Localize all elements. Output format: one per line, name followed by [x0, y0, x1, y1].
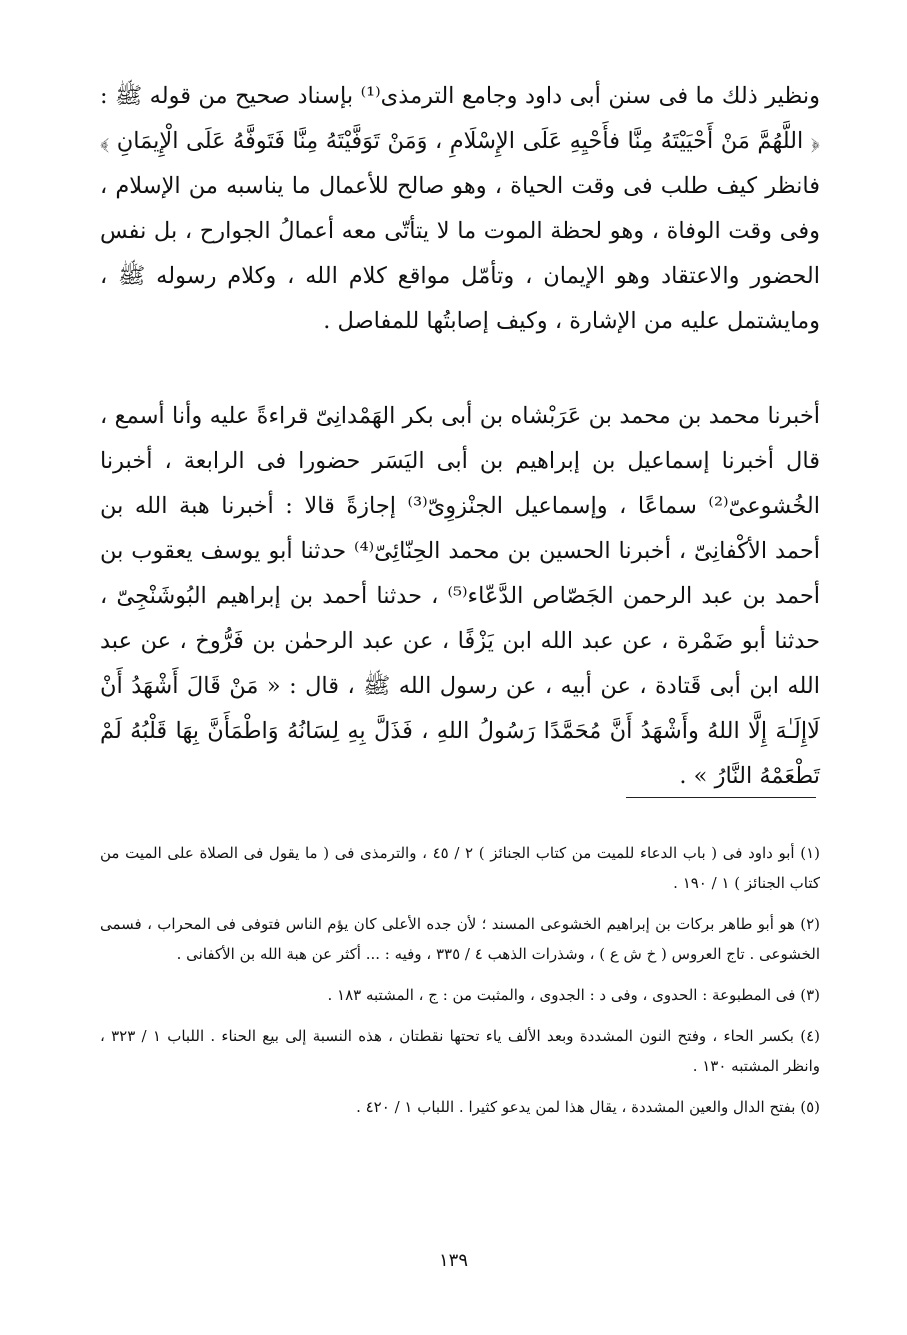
footnote-5: (٥) بفتح الدال والعين المشددة ، يقال هذا لمن يدعو كثيرا . اللباب ١ / ٤٢٠ . [356, 1098, 820, 1116]
main-paragraph-2: أخبرنا محمد بن محمد بن عَرَبْشاه بن أبى بكر الهَمْدانِىّ قراءةً عليه وأنا أسمع ، قال أخبرنا إسماعيل بن إبراهيم بن أبى اليَسَر حضورا فى الرابعة ، أخبرنا الخُشوعىّ⁽²⁾ سماعًا ، وإسماعيل الجنْزوِىّ⁽³⁾ إجازةً قالا : أخبرنا هبة الله بن أحمد الأكْفانِىّ ، أخبرنا الحسين بن محمد الحِنّائِىّ⁽⁴⁾ حدثنا أبو يوسف يعقوب بن أحمد بن عبد الرحمن الجَصّاص الدَّعّاء⁽⁵⁾ ، حدثنا أحمد بن إبراهيم البُوشَنْجِىّ ، حدثنا أبو ضَمْرة ، عن عبد الله ابن يَزْفًا ، عن عبد الرحمٰن بن فَرُّوخ ، عن عبد الله ابن أبى قَتادة ، عن أبيه ، عن رسول الله ﷺ ، قال : « مَنْ قَالَ أَشْهَدُ أَنْ لَاإِلَـٰهَ إِلَّا اللهُ وأَشْهَدُ أَنَّ مُحَمَّدًا رَسُولُ اللهِ ، فَذَلَّ بِهِ لِسَانُهُ وَاطْمَأَنَّ بِهَا قَلْبُهُ لَمْ تَطْعَمْهُ النَّارُ » . [100, 403, 820, 789]
footnote-3: (٣) فى المطبوعة : الحدوى ، وفى د : الجدوى ، والمثبت من : ج ، المشتبه ١٨٣ . [327, 986, 820, 1004]
footnote-1: (١) أبو داود فى ( باب الدعاء للميت من كتاب الجنائز ) ٢ / ٤٥ ، والترمذى فى ( ما يقول فى الصلاة على الميت من كتاب الجنائز ) ١ / ١٩٠ . [100, 844, 820, 892]
main-paragraph-1: ونظير ذلك ما فى سنن أبى داود وجامع الترمذى⁽¹⁾ بإسناد صحيح من قوله ﷺ : ﴿ اللَّهُمَّ مَنْ أَحْيَيْتَهُ مِنَّا فأَحْيِهِ عَلَى الإِسْلَامِ ، وَمَنْ تَوَفَّيْتَهُ مِنَّا فَتَوفَّهُ عَلَى الْإِيمَانِ ﴾ فانظر كيف طلب فى وقت الحياة ، وهو صالح للأعمال ما يناسبه من الإسلام ، وفى وقت الوفاة ، وهو لحظة الموت ما لا يتأتّى معه أعمالُ الجوارح ، بل نفس الحضور والاعتقاد وهو الإيمان ، وتأمّل مواقع كلام الله ، وكلام رسوله ﷺ ، ومايشتمل عليه من الإشارة ، وكيف إصابتُها للمفاصل . [100, 83, 820, 334]
page-number: ١٣٩ [438, 1250, 468, 1271]
footnote-2: (٢) هو أبو طاهر بركات بن إبراهيم الخشوعى المسند ؛ لأن جده الأعلى كان يؤم الناس فتوفى فى المحراب ، فسمى الخشوعى . تاج العروس ( خ ش ع ) ، وشذرات الذهب ٤ / ٣٣٥ ، وفيه : ... أكثر عن هبة الله بن الأكفانى . [100, 915, 820, 963]
footnote-divider [626, 797, 816, 798]
footnote-4: (٤) بكسر الحاء ، وفتح النون المشددة وبعد الألف ياء تحتها نقطتان ، هذه النسبة إلى بيع الحناء . اللباب ١ / ٣٢٣ ، وانظر المشتبه ١٣٠ . [100, 1027, 820, 1075]
footnotes-section [100, 838, 820, 1133]
